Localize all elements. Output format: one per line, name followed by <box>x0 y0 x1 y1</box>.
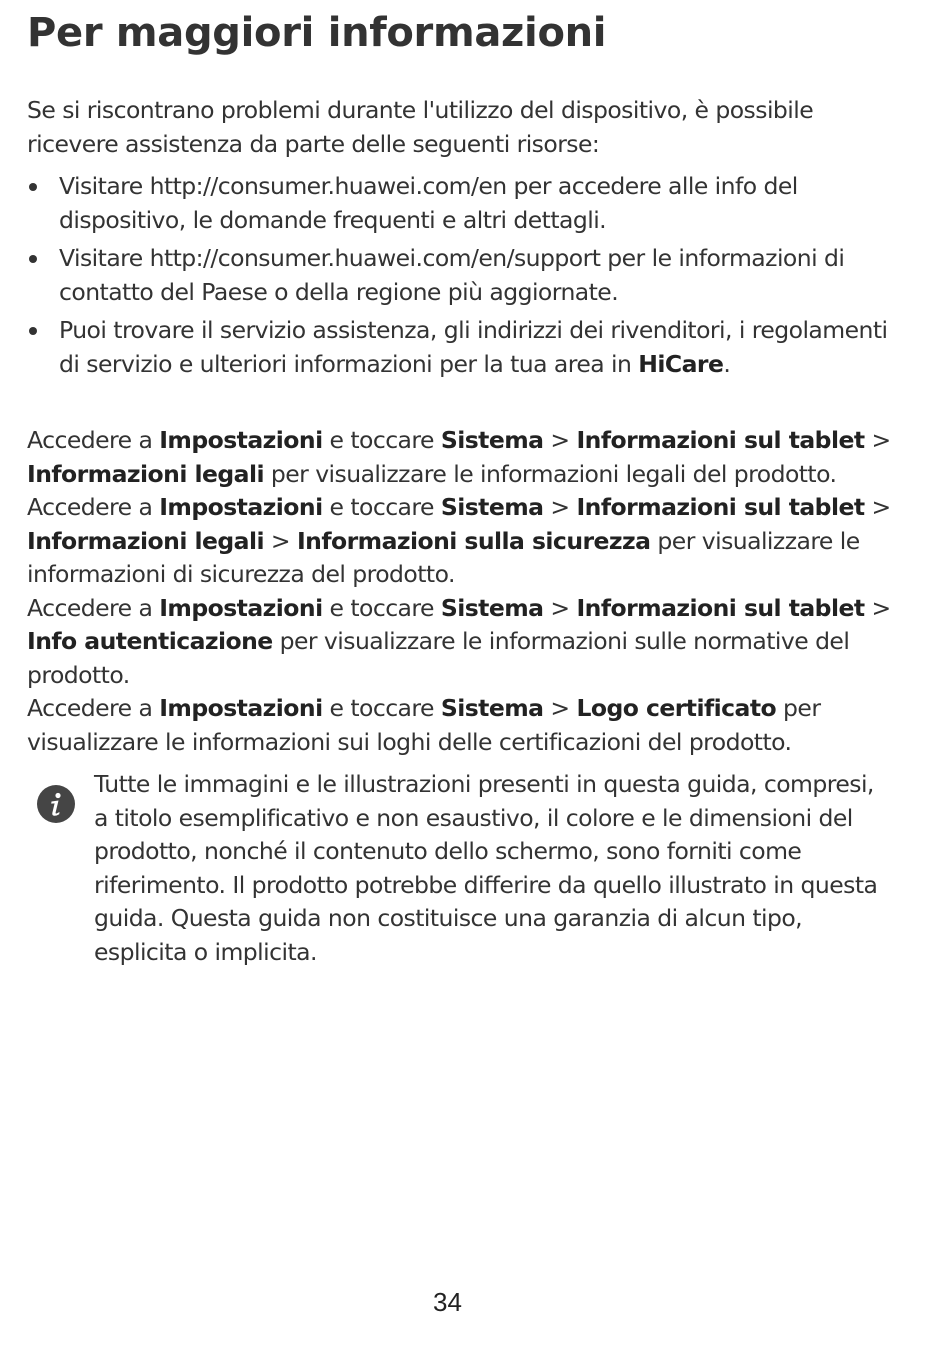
system-label: Sistema <box>440 593 544 622</box>
safety-info-paragraph <box>27 491 907 592</box>
text-fragment: per visualizzare le informazioni legali del prodotto. <box>263 459 837 488</box>
text-fragment: per visualizzare le informazioni di sicurezza del prodotto. <box>27 526 860 588</box>
list-item-end: . <box>723 349 731 378</box>
tablet-info-label: Informazioni sul tablet <box>576 493 865 521</box>
bullet-icon <box>29 255 37 263</box>
tablet-info-label: Informazioni sul tablet <box>576 426 865 454</box>
page-title: Per maggiori informazioni <box>27 10 607 56</box>
settings-label: Impostazioni <box>159 493 323 521</box>
text-fragment: per visualizzare le informazioni sui loghi delle certificazioni del prodotto. <box>27 694 821 756</box>
list-item-text: Puoi trovare il servizio assistenza, gli indirizzi dei rivenditori, i regolamenti di servizio e ulteriori informazioni per la tua area in <box>59 316 888 378</box>
path-separator: > <box>864 426 891 454</box>
list-item-text: Visitare http://consumer.huawei.com/en/support per le informazioni di contatto del Paese o della regione più aggiornate. <box>59 244 845 306</box>
info-icon <box>37 785 75 823</box>
system-label: Sistema <box>440 694 544 722</box>
path-separator: > <box>543 426 577 454</box>
hicare-app-name: HiCare <box>638 349 724 378</box>
list-item <box>27 170 907 237</box>
settings-label: Impostazioni <box>159 593 323 622</box>
path-separator: > <box>543 493 577 521</box>
bullet-icon <box>29 183 37 191</box>
settings-label: Impostazioni <box>159 694 323 722</box>
intro-paragraph: Se si riscontrano problemi durante l'utilizzo del dispositivo, è possibile ricevere assistenza da parte delle seguenti risorse: <box>27 96 814 158</box>
system-label: Sistema <box>440 493 544 521</box>
path-separator: > <box>543 694 577 722</box>
authentication-info-paragraph <box>27 592 907 693</box>
text-fragment: Accedere a <box>27 593 160 622</box>
legal-info-paragraph <box>27 424 907 491</box>
tablet-info-label: Informazioni sul tablet <box>576 593 865 622</box>
certification-logo-paragraph <box>27 692 907 759</box>
system-label: Sistema <box>440 426 544 454</box>
text-fragment: e toccare <box>322 426 441 454</box>
text-fragment: Accedere a <box>27 493 160 521</box>
path-separator: > <box>864 593 891 622</box>
text-fragment: per visualizzare le informazioni sulle normative del prodotto. <box>27 627 850 689</box>
legal-info-label: Informazioni legali <box>27 526 264 555</box>
settings-paragraphs <box>27 424 907 759</box>
text-fragment: Accedere a <box>27 426 160 454</box>
safety-info-label: Informazioni sulla sicurezza <box>296 526 651 555</box>
settings-label: Impostazioni <box>159 426 323 454</box>
page-number: 34 <box>433 1287 462 1317</box>
list-item-text: Visitare http://consumer.huawei.com/en per accedere alle info del dispositivo, le domande frequenti e altri dettagli. <box>59 172 798 234</box>
path-separator: > <box>543 593 577 622</box>
legal-info-label: Informazioni legali <box>27 459 264 488</box>
text-fragment: e toccare <box>322 694 441 722</box>
list-item <box>27 314 907 381</box>
path-separator: > <box>864 493 891 521</box>
certification-logo-label: Logo certificato <box>576 694 777 722</box>
path-separator: > <box>263 526 297 555</box>
resource-list <box>27 170 907 386</box>
text-fragment: e toccare <box>322 493 441 521</box>
text-fragment: e toccare <box>322 593 441 622</box>
text-fragment: Accedere a <box>27 694 160 722</box>
authentication-info-label: Info autenticazione <box>27 627 273 655</box>
bullet-icon <box>29 327 37 335</box>
disclaimer-text: Tutte le immagini e le illustrazioni presenti in questa guida, compresi, a titolo esemplificativo e non esaustivo, il colore e le dimensioni del prodotto, nonché il contenuto dello schermo, sono forniti come riferimento. Il prodotto potrebbe differire da quello illustrato in questa guida. Questa guida non costituisce una garanzia di alcun tipo, esplicita o implicita. <box>94 770 878 966</box>
list-item <box>27 242 907 309</box>
